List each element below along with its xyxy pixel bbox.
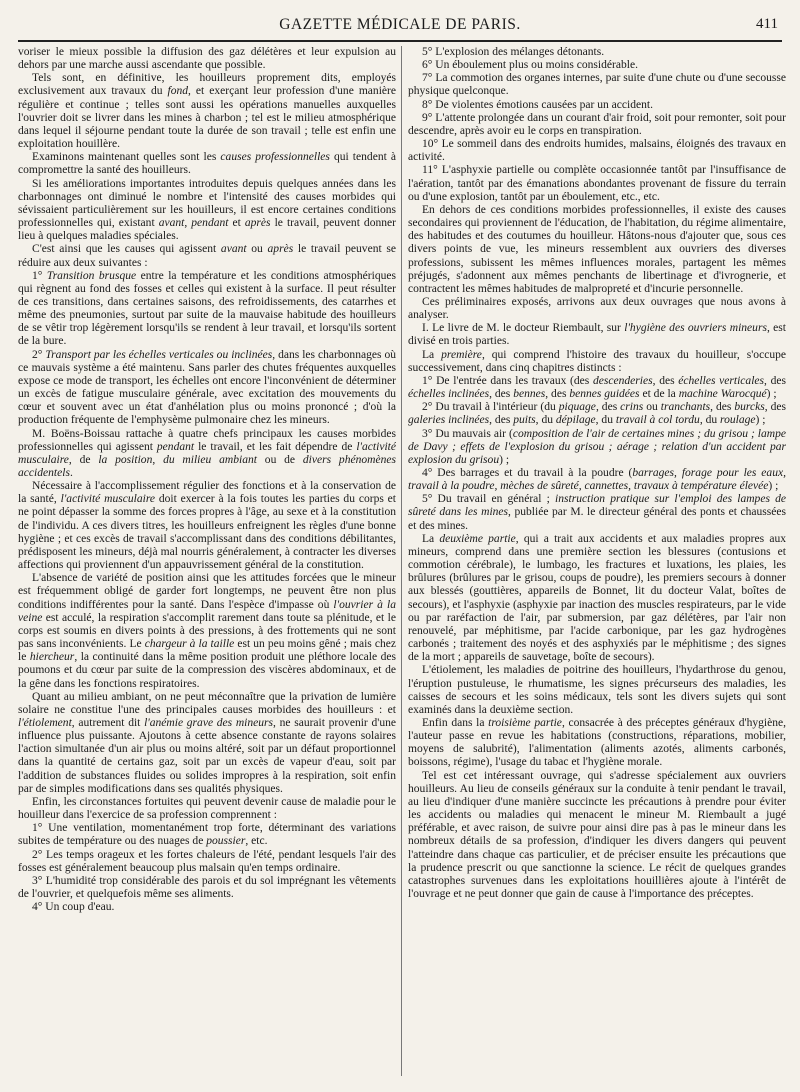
list-paragraph: 3° L'humidité trop considérable des parois et du sol imprégnant les vêtements de l'ouvrier, et quelquefois même ses aliments. <box>18 874 396 900</box>
paragraph: Si les améliorations importantes introduites depuis quelques années dans les charbonnages ont diminué le nombre et l'intensité des causes morbides qui sévissaient particulièrement sur les houilleurs, il est encore certaines conditions professionnelles qui, existant avant, pendant et après le travail, peuvent donner lieu à quelques maladies spéciales. <box>18 177 396 243</box>
right-column <box>408 46 786 1082</box>
paragraph: Quant au milieu ambiant, on ne peut méconnaître que la privation de lumière solaire ne constitue l'une des principales causes morbides des houilleurs : et l'étiolement, autrement dit l'anémie grave des mineurs, ne saurait provenir d'une influence plus puissante. Ajoutons à cette absence constante de rayons solaires l'action simultanée d'un air plus ou moins altéré, soit par un défaut proportionnel dans la quantité de certains gaz, soit par un excès de vapeur d'eau, soit par l'addition de substances fluides ou solides impropres à la respiration, soit enfin par de simples modifications dans ses qualités physiques. <box>18 690 396 795</box>
paragraph: Enfin, les circonstances fortuites qui peuvent devenir cause de maladie pour le houilleur dans l'exercice de sa profession comprennent : <box>18 795 396 822</box>
list-paragraph: 3° Du mauvais air (composition de l'air de certaines mines ; du grisou ; lampe de Davy ; effets de l'explosion du grisou ; aérage ; relation d'un accident par explosion du grisou) ; <box>408 427 786 466</box>
paragraph: La deuxième partie, qui a trait aux accidents et aux maladies propres aux mineurs, comprend dans une première section les blessures (contusions et commotion cérébrale), le lumbago, les fractures et luxations, les plaies, les brûlures (brûlures par le grisou, coups de poudre), les premiers secours à donner aux blessés (gouttières, appareils de Bonnet, lit du docteur Valat, boîtes de secours), et l'asphyxie (asphyxie par inaction des muscles respirateurs, par le vide ou par raréfaction de l'air, par submersion, par gaz délétères, par l'air non renouvelé, par méphitisme, par l'acide carbonique, par les gaz hydrogènes carbonés ; traitement des noyés et des asphyxiés par le méphitisme ; des signes de la mort ; appareils de sauvetage, boîte de secours). <box>408 532 786 664</box>
list-paragraph: 1° Une ventilation, momentanément trop forte, déterminant des variations subites de température ou des nuages de poussier, etc. <box>18 822 396 848</box>
list-paragraph: 5° Du travail en général ; instruction pratique sur l'emploi des lampes de sûreté dans les mines, publiée par M. le directeur général des ponts et chaussées et des mines. <box>408 493 786 532</box>
list-paragraph: 1° Transition brusque entre la température et les conditions atmosphériques qui règnent au fond des fosses et celles qui existent à la surface. Il peut résulter de ces transitions, dans certaines saisons, des refroidissements, des catarrhes et même des pneumonies, surtout par suite de la mauvaise habitude des houilleurs de se vêtir trop légèrement lorsqu'ils se rendent à leur travail, et lorsqu'ils sortent de la bure. <box>18 269 396 348</box>
page-number: 411 <box>756 16 778 32</box>
list-paragraph: 11° L'asphyxie partielle ou complète occasionnée tantôt par l'insuffisance de l'aération, tantôt par des émanations abondantes provenant de fissure du terrain ou d'une explosion, tantôt par un éboulement, etc., etc. <box>408 164 786 203</box>
list-paragraph: 2° Transport par les échelles verticales ou inclinées, dans les charbonnages où ce mauvais système a été maintenu. Sans parler des chutes fréquentes auxquelles expose ce mode de transport, les échelles ont encore l'inconvénient de déterminer un excès de fatigue musculaire générale, avec excitation des mouvements du cœur et souvent avec un état d'anhélation plus ou moins prononcé ; d'où la production fréquente de l'emphysème pulmonaire chez les mineurs. <box>18 348 396 427</box>
list-paragraph: 7° La commotion des organes internes, par suite d'une chute ou d'une secousse physique quelconque. <box>408 72 786 98</box>
list-paragraph: 4° Des barrages et du travail à la poudre (barrages, forage pour les eaux, travail à la poudre, mèches de sûreté, cannettes, travaux à température élevée) ; <box>408 467 786 493</box>
paragraph: Tel est cet intéressant ouvrage, qui s'adresse spécialement aux ouvriers houilleurs. Au lieu de conseils généraux sur la conduite à tenir pendant le travail, au lieu d'indiquer d'une manière succincte les précautions à prendre pour éviter les accidents ou maladies qui menacent le mineur M. Riembault a jugé préférable, et avec raison, de suivre pour ainsi dire pas à pas le mineur dans les nombreux détails de sa profession, d'indiquer les divers dangers qui peuvent l'atteindre dans chaque cas particulier, et de préciser ensuite les précautions que la prudence prescrit ou que sanctionne la science. Le récit de quelques grandes catastrophes survenues dans les exploitations houillières ajoute à l'intérêt de l'ouvrage et ne peut donner que gain de cause à l'importance des préceptes. <box>408 769 786 900</box>
paragraph: Nécessaire à l'accomplissement régulier des fonctions et à la conservation de la santé, l'activité musculaire doit exercer à la fois toutes les parties du corps et ne point dépasser la somme des forces propres à l'âge, au sexe et à la constitution de l'individu. A ces divers titres, les houilleurs enfreignent les règles d'une bonne hygiène ; et ces excès de travail s'accomplissant dans des conditions débilitantes, prédisposent les mineurs, déjà mal nourris généralement, à contracter les diverses affections qui proviennent d'un appauvrissement général de la constitution. <box>18 480 396 572</box>
left-column <box>18 46 396 1082</box>
list-paragraph: 9° L'attente prolongée dans un courant d'air froid, soit pour remonter, soit pour descendre, après avoir eu le corps en transpiration. <box>408 111 786 137</box>
paragraph: I. Le livre de M. le docteur Riembault, sur l'hygiène des ouvriers mineurs, est divisé en trois parties. <box>408 322 786 348</box>
paragraph: La première, qui comprend l'histoire des travaux du houilleur, s'occupe successivement, dans cinq chapitres distincts : <box>408 348 786 374</box>
list-paragraph: 4° Un coup d'eau. <box>32 901 115 914</box>
paragraph: C'est ainsi que les causes qui agissent avant ou après le travail peuvent se réduire aux deux suivantes : <box>18 243 396 269</box>
column-divider <box>401 46 402 1076</box>
paragraph: voriser le mieux possible la diffusion des gaz délétères et leur expulsion au dehors par une marche aussi ascendante que possible. <box>18 46 396 72</box>
paragraph: En dehors de ces conditions morbides professionnelles, il existe des causes secondaires qui proviennent de l'éducation, de l'habitation, du régime alimentaire, des habitudes et des coutumes du houilleur. Hâtons-nous d'ajouter que, sous ces divers points de vue, les mineurs ressemblent aux ouvriers des diverses professions, subissent les mêmes influences morales, partagent les mêmes préjugés, s'adonnent aux mêmes penchants de libertinage et d'ivrognerie, et contractent les mêmes habitudes de malpropreté et d'incurie personnelle. <box>408 203 786 295</box>
page-header <box>18 14 782 42</box>
list-paragraph: 1° De l'entrée dans les travaux (des descenderies, des échelles verticales, des échelles inclinées, des bennes, des bennes guidées et de la machine Warocqué) ; <box>408 374 786 401</box>
list-paragraph: 5° L'explosion des mélanges détonants. <box>422 46 605 58</box>
list-paragraph: 8° De violentes émotions causées par un accident. <box>422 98 653 111</box>
list-paragraph: 2° Du travail à l'intérieur (du piquage, des crins ou tranchants, des burcks, des galeries inclinées, des puits, du dépilage, du travail à col tordu, du roulage) ; <box>408 401 786 427</box>
paragraph: M. Boëns-Boissau rattache à quatre chefs principaux les causes morbides professionnelles qui agissent pendant le travail, et les fait dépendre de l'activité musculaire, de la position, du milieu ambiant ou de divers phénomènes accidentels. <box>18 427 396 479</box>
paragraph: L'absence de variété de position ainsi que les attitudes forcées que le mineur est fréquemment obligé de garder fort longtemps, ne peuvent être non plus conditions indifférentes pour la santé. Dans l'espèce d'impasse où l'ouvrier à la veine est acculé, la respiration s'accomplit rarement dans toute sa plénitude, et le corps est soumis en divers points à des pressions, à des frottements qui ne sont pas sans inconvénients. Le chargeur à la taille est un peu moins gêné ; mais chez le hiercheur, la continuité dans la même position produit une pléthore locale des poumons et du cœur par suite de la compression des viscères abdominaux, et de la gêne dans les fonctions respiratoires. <box>18 572 396 690</box>
paragraph: L'étiolement, les maladies de poitrine des houilleurs, l'hydarthrose du genou, l'éruption pustuleuse, le rhumatisme, les signes précurseurs des maladies, les caisses de secours et les soins médicaux, tels sont les divers sujets qui sont examinés dans la deuxième section. <box>408 664 786 716</box>
paragraph: Tels sont, en définitive, les houilleurs proprement dits, employés exclusivement aux travaux du fond, et exerçant leur profession d'une manière régulière et continue ; telles sont aussi les opérations manuelles auxquelles l'ouvrier doit se livrer dans les mines à charbon ; tel est le milieu atmosphérique dans lequel il séjourne pendant toute la durée de son travail ; telle est enfin une exploitation houillère. <box>18 72 396 151</box>
paragraph: Enfin dans la troisième partie, consacrée à des préceptes généraux d'hygiène, l'auteur passe en revue les habitations (constructions, réparations, mobilier, moyens de salubrité), l'alimentation (aliments azotés, aliments carbonés, boissons, régime), l'usage du tabac et l'hygiène morale. <box>408 716 786 769</box>
list-paragraph: 2° Les temps orageux et les fortes chaleurs de l'été, pendant lesquels l'air des fosses est généralement beaucoup plus malsain qu'en temps ordinaire. <box>18 848 396 874</box>
paragraph: Ces préliminaires exposés, arrivons aux deux ouvrages que nous avons à analyser. <box>408 295 786 322</box>
list-paragraph: 10° Le sommeil dans des endroits humides, malsains, éloignés des travaux en activité. <box>408 138 786 164</box>
page-title: GAZETTE MÉDICALE DE PARIS. <box>279 16 521 33</box>
list-paragraph: 6° Un éboulement plus ou moins considérable. <box>422 59 638 72</box>
paragraph: Examinons maintenant quelles sont les causes professionnelles qui tendent à compromettre la santé des houilleurs. <box>18 151 396 177</box>
